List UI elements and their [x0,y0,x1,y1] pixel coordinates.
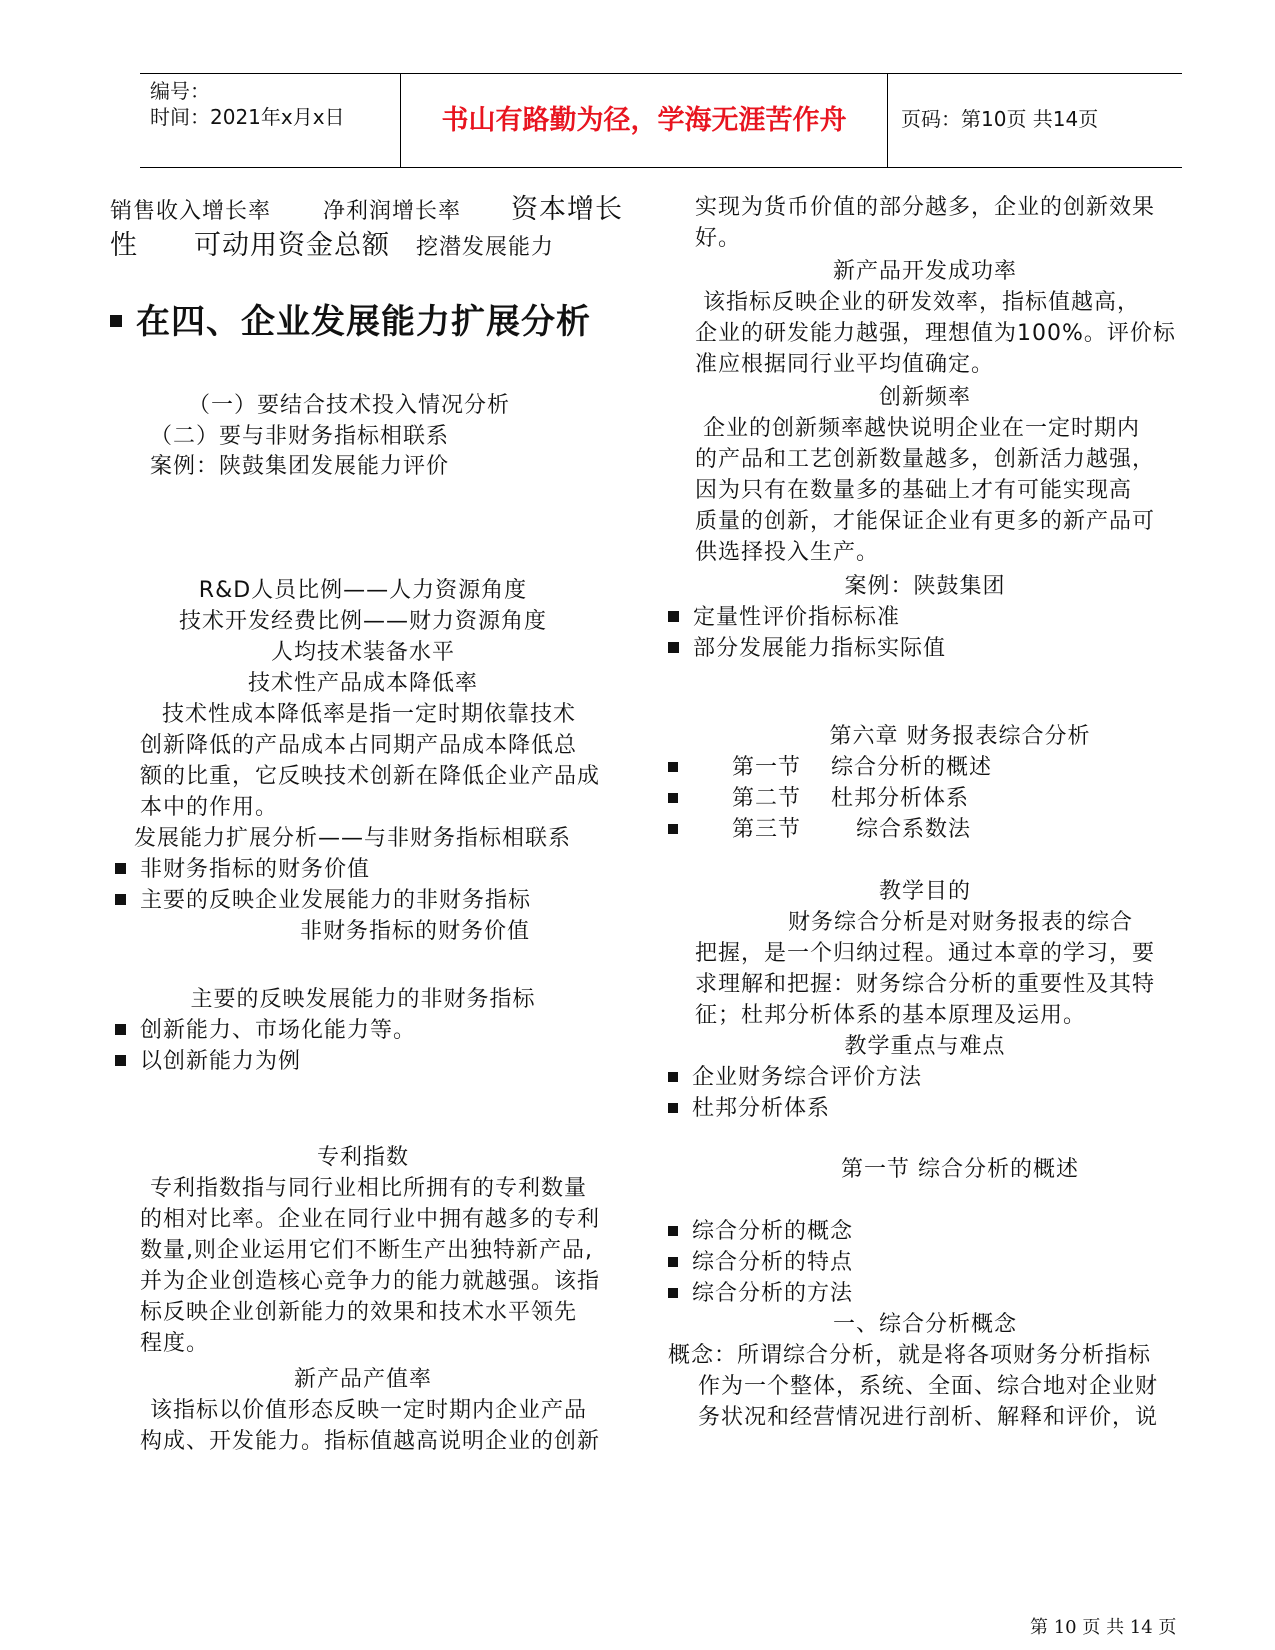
square-bullet-icon [115,1055,126,1066]
header-page-info: 页码：第10页 共14页 [901,107,1099,131]
list-item: 非财务指标的财务价值 [115,855,370,885]
paragraph-line: 的相对比率。企业在同行业中拥有越多的专利 [140,1207,601,1232]
metric-capital-growth: 资本增长 [511,194,624,225]
paragraph-line: 务状况和经营情况进行剖析、解释和评价，说 [698,1405,1159,1430]
list-item: 定量性评价指标标准 [668,603,900,633]
list-item: 综合分析的概念 [668,1217,853,1247]
new-product-output-title: 新产品产值率 [293,1367,432,1392]
patent-index-title: 专利指数 [316,1145,409,1170]
page-footer: 第 10 页 共 14 页 [1030,1617,1177,1638]
header-left-cell [140,74,400,167]
paragraph-line: 程度。 [140,1331,210,1356]
per-capita-equipment: 人均技术装备水平 [270,640,455,665]
list-item: 创新能力、市场化能力等。 [115,1016,416,1046]
concept-title: 一、综合分析概念 [832,1312,1017,1337]
paragraph-line: 供选择投入生产。 [695,540,880,565]
section-heading: 在四、企业发展能力扩展分析 [110,300,591,344]
paragraph-line: 因为只有在数量多的基础上才有可能实现高 [695,478,1133,503]
list-item: 企业财务综合评价方法 [668,1063,922,1093]
section-one-title: 第一节 综合分析的概述 [841,1157,1079,1182]
case-shaangu-evaluation: 案例：陕鼓集团发展能力评价 [150,454,450,479]
paragraph-line: 专利指数指与同行业相比所拥有的专利数量 [150,1176,588,1201]
paragraph-line: 求理解和把握：财务综合分析的重要性及其特 [695,972,1156,997]
cost-reduction-title: 技术性产品成本降低率 [247,671,478,696]
innovation-frequency-title: 创新频率 [878,385,971,410]
extended-analysis-line: 发展能力扩展分析——与非财务指标相联系 [134,826,572,851]
metric-net-profit-growth: 净利润增长率 [323,199,462,224]
paragraph-line: 该指标以价值形态反映一定时期内企业产品 [150,1398,588,1423]
document-number-label: 编号： [150,79,210,103]
paragraph-line: 的产品和工艺创新数量越多，创新活力越强， [695,447,1156,472]
list-item: 部分发展能力指标实际值 [668,634,946,664]
key-points-title: 教学重点与难点 [844,1034,1006,1059]
paragraph-line: 征；杜邦分析体系的基本原理及运用。 [695,1003,1087,1028]
paragraph-line: 实现为货币价值的部分越多，企业的创新效果 [695,195,1156,220]
metric-potential-growth: 挖潜发展能力 [416,235,555,260]
paragraph-line: 并为企业创造核心竞争力的能力就越强。该指 [140,1269,601,1294]
list-item: 以创新能力为例 [115,1047,301,1077]
square-bullet-icon [668,611,679,622]
list-item: 第三节 综合系数法 [668,815,971,845]
paragraph-line: 概念：所谓综合分析，就是将各项财务分析指标 [668,1343,1152,1368]
nonfinancial-value-title: 非财务指标的财务价值 [300,919,531,944]
paragraph-line: 企业的研发能力越强，理想值为100%。评价标 [695,321,1176,346]
square-bullet-icon [668,1072,678,1082]
square-bullet-icon [668,824,678,834]
list-item: 杜邦分析体系 [668,1094,830,1124]
header-right-cell [887,74,1182,167]
paragraph-line: 质量的创新，才能保证企业有更多的新产品可 [695,509,1156,534]
list-item: 第一节 综合分析的概述 [668,753,992,783]
metric-available-funds: 可动用资金总额 [194,230,390,261]
header-middle-cell [400,74,888,167]
chapter-title: 第六章 财务报表综合分析 [829,724,1091,749]
list-item: 综合分析的特点 [668,1248,853,1278]
paragraph-line: 作为一个整体，系统、全面、综合地对企业财 [698,1374,1159,1399]
square-bullet-icon [668,793,678,803]
paragraph-line: 技术性成本降低率是指一定时期依靠技术 [162,702,577,727]
rd-personnel-ratio: R&D人员比例——人力资源角度 [198,578,528,603]
subsection-two: （二）要与非财务指标相联系 [150,424,450,449]
paragraph-line: 该指标反映企业的研发效率，指标值越高， [703,290,1141,315]
tech-fund-ratio: 技术开发经费比例——财力资源角度 [178,609,547,634]
square-bullet-icon [668,1288,678,1298]
paragraph-line: 好。 [695,226,742,251]
subsection-one: （一）要结合技术投入情况分析 [188,393,511,418]
square-bullet-icon [668,642,679,653]
square-bullet-icon [115,1024,126,1035]
dev-success-rate-title: 新产品开发成功率 [832,259,1017,284]
document-header [140,73,1182,168]
square-bullet-icon [668,1257,678,1267]
list-item: 综合分析的方法 [668,1279,853,1309]
paragraph-line: 创新降低的产品成本占同期产品成本降低总 [140,733,578,758]
case-shaangu: 案例：陕鼓集团 [844,574,1006,599]
paragraph-line: 额的比重，它反映技术创新在降低企业产品成 [140,764,601,789]
paragraph-line: 准应根据同行业平均值确定。 [695,352,995,377]
square-bullet-icon [110,315,122,327]
main-nonfinancial-title: 主要的反映发展能力的非财务指标 [190,987,536,1012]
paragraph-line: 财务综合分析是对财务报表的综合 [788,910,1134,935]
square-bullet-icon [668,1103,678,1113]
square-bullet-icon [115,863,126,874]
growth-metrics-line2: 性 可动用资金总额 挖潜发展能力 [110,230,555,261]
square-bullet-icon [668,1226,678,1236]
growth-metrics-line1 [110,193,623,227]
header-motto: 书山有路勤为径，学海无涯苦作舟 [441,105,847,136]
list-item: 主要的反映企业发展能力的非财务指标 [115,886,531,916]
square-bullet-icon [115,894,126,905]
paragraph-line: 数量,则企业运用它们不断生产出独特新产品, [140,1238,593,1263]
metric-sales-growth: 销售收入增长率 [110,199,272,224]
paragraph-line: 把握，是一个归纳过程。通过本章的学习，要 [695,941,1156,966]
paragraph-line: 本中的作用。 [140,795,279,820]
document-time-label: 时间：2021年x月x日 [150,105,345,129]
square-bullet-icon [668,762,678,772]
teaching-goal-title: 教学目的 [878,879,971,904]
paragraph-line: 标反映企业创新能力的效果和技术水平领先 [140,1300,578,1325]
paragraph-line: 构成、开发能力。指标值越高说明企业的创新 [140,1429,601,1454]
list-item: 第二节 杜邦分析体系 [668,784,969,814]
paragraph-line: 企业的创新频率越快说明企业在一定时期内 [703,416,1141,441]
